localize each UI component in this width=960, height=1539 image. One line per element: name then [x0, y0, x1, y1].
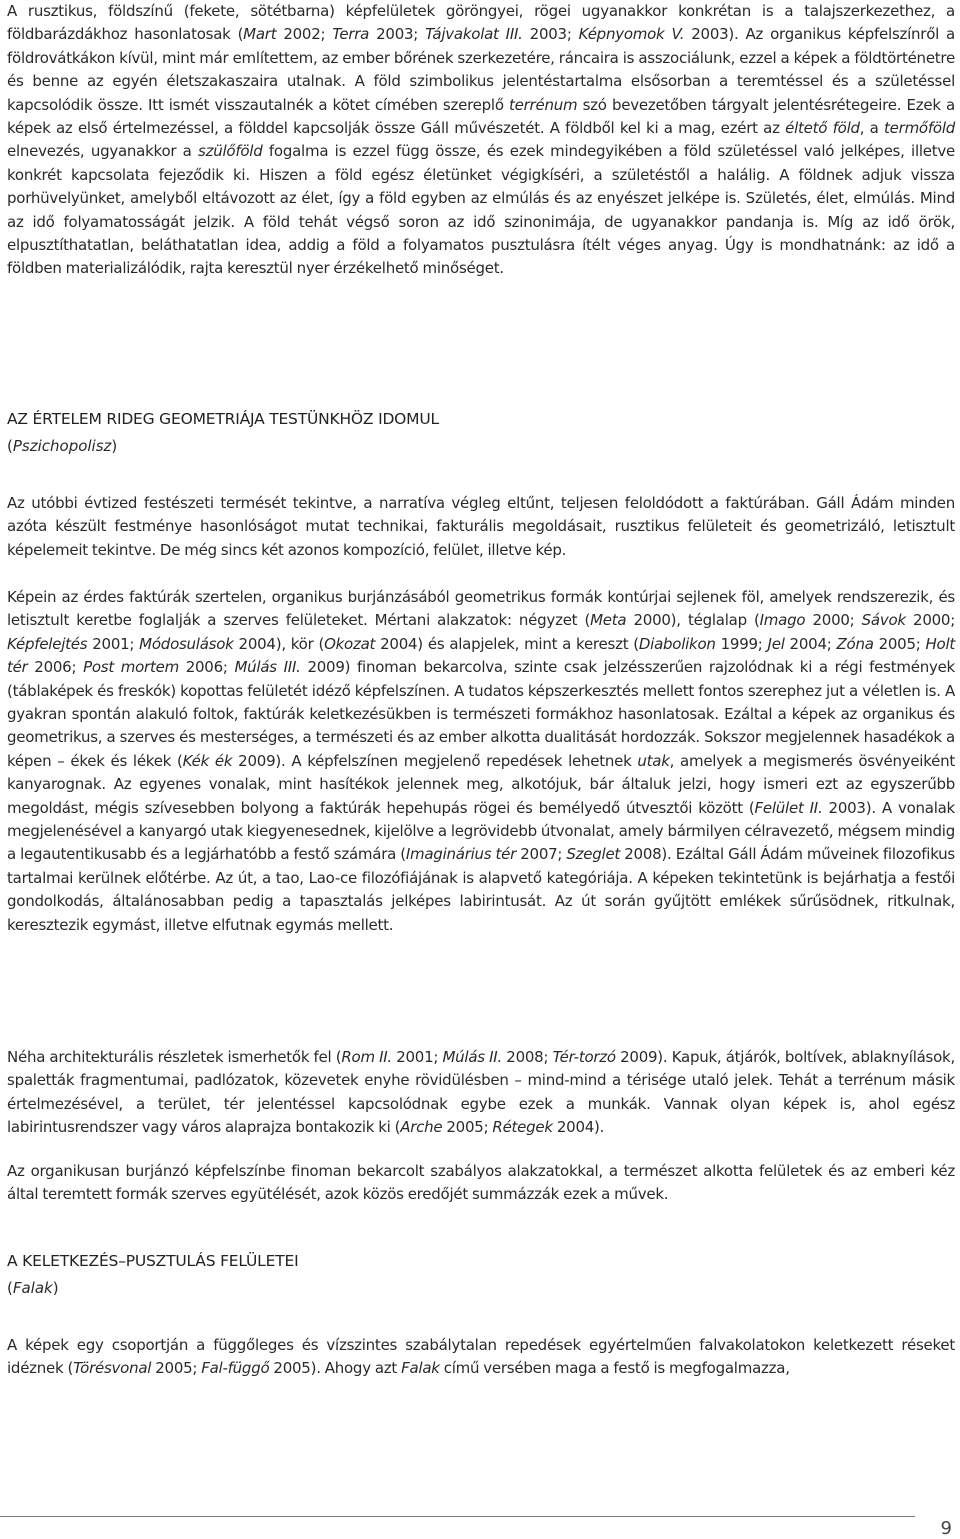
paragraph-earth-symbolism — [7, 0, 955, 281]
italic-title: Okozat — [324, 634, 376, 653]
text-run: 2008). Ezáltal Gáll Ádám műveinek filozofikus tartalmai kerülnek előtérbe. Az út, a tao, Lao-ce filozófiájának is alapvető kategóriája. A képeken tekintetünk is bejárhatja a festői gondolkodás, általánosabban pedig a tapasztalás jelképes labirintusát. Az út során gyűjtött emlékek sűrűsödnek, ritkulnak, keresztezik egymást, illetve elfutnak egymás mellett. — [7, 845, 955, 934]
italic-title: terrénum — [509, 95, 578, 114]
section-subtitle-falak: (Falak) — [7, 1279, 59, 1297]
paragraph-faktura — [7, 492, 955, 562]
italic-title: Sávok — [861, 611, 906, 630]
text-run: 2003). A vonalak megjelenésével a kanyargó utak kiegyenesednek, kijelölve a legrövidebb útvonalat, amely bármilyen célravezető, mégsem mindig a legautentikusabb és a legjárhatóbb a festő számára ( — [7, 798, 955, 864]
italic-title: Múlás III. — [234, 658, 301, 677]
text-run: 2008; — [502, 1048, 553, 1066]
text-run: 2004) és alapjelek, mint a kereszt ( — [375, 634, 639, 653]
text-run: 2000; — [905, 611, 956, 630]
paragraph-architecture — [7, 1046, 955, 1140]
text-run: 2009) finoman bekarcolva, szinte csak jelzésszerűen rajzolódnak ki a régi festmények (táblaképek és freskók) kopottas felületét idéző képfelszínen. A tudatos képszerkesztés mellett fontos szerephez jut a véletlen is. A gyakran spontán alakuló foltok, faktúrák keletkezésükben is természeti formákhoz hasonlatosak. Ezáltal a képek az organikus és geometrikus, a szerves és mesterséges, a természeti és az ember alkotta dualitását hordozzák. Sokszor megjelennek hasadékok a képen – ékek és lékek ( — [7, 658, 955, 770]
italic-title: Törésvonal — [73, 1359, 152, 1378]
text-run: 2000), téglalap ( — [626, 611, 760, 630]
text-run: 2001; — [391, 1048, 443, 1066]
section-heading-pszichopolisz: AZ ÉRTELEM RIDEG GEOMETRIÁJA TESTÜNKHÖZ IDOMUL — [7, 410, 439, 428]
italic-title: éltető föld — [785, 119, 860, 138]
text-run: , amelyek a megismerés ösvényeiként kanyarognak. Az egyenes vonalak, mint hasítékok jelennek meg, alkotójuk, bár általuk jelzi, hogy ismeri ezt az egyszerűbb megoldást, mégis szívesebben bolyong a faktúrák hepehupás rögei és bemélyedő útvesztői között ( — [7, 751, 955, 817]
italic-title: Mart — [243, 25, 277, 44]
text-run: Néha architekturális részletek ismerhetők fel ( — [7, 1048, 342, 1066]
text-run: A képek egy csoportján a függőleges és vízszintes szabálytalan repedések egyértelműen falvakolatokon keletkezett réseket idéznek ( — [7, 1336, 955, 1378]
text-run: 2003; — [522, 25, 579, 44]
text-run: 2003; — [369, 25, 426, 44]
text-run: 2003). Az organikus képfelszínről a földrovátkákon kívül, mint már említettem, az ember bőrének szerkezetére, ráncaira is asszociálunk, ezzel a képek a földtörténetre és benne az egyén életszakaszaira utalnak. A föld szimbolikus jelentéstartalma elsősorban a teremtéssel és a születéssel kapcsolódik össze. Itt ismét visszautalnék a kötet címében szereplő — [7, 25, 955, 114]
text-run: 2005; — [873, 634, 926, 653]
section-subtitle-pszichopolisz: (Pszichopolisz) — [7, 437, 118, 455]
italic-title: Terra — [332, 25, 370, 44]
text-run: 2004). — [552, 1118, 605, 1137]
text-run: 2009). A képfelszínen megjelenő repedések lehetnek — [232, 751, 638, 770]
text-run: szó bevezetőben tárgyalt jelentésrétegeire. Ezek a képek az első értelmezéssel, a földdel kapcsolják össze Gáll művészetét. A földből kel ki a mag, ezért az — [7, 95, 955, 138]
italic-title: Tér-torzó — [552, 1048, 616, 1066]
text-run: elnevezés, ugyanakkor a — [7, 142, 199, 161]
italic-title: Felület II. — [754, 798, 823, 817]
paragraph-organic-summary — [7, 1160, 955, 1207]
italic-title: termőföld — [884, 119, 956, 138]
italic-title: Arche — [400, 1118, 443, 1137]
text-run: 2004), kör ( — [233, 634, 325, 653]
italic-title: utak — [637, 751, 670, 770]
italic-title: Jel — [767, 634, 785, 653]
italic-title: Post mortem — [83, 658, 179, 677]
text-run: 2000; — [805, 611, 862, 630]
text-run: A rusztikus, földszínű (fekete, sötétbarna) képfelületek göröngyei, rögei ugyanakkor konkrétan is a talajszerkezethez, a földbarázdákhoz hasonlatosak ( — [7, 2, 955, 44]
italic-title: Tájvakolat III. — [425, 25, 523, 44]
italic-title: Zóna — [836, 634, 874, 653]
text-run: , a — [859, 119, 885, 138]
italic-title: Rom II. — [341, 1048, 392, 1066]
italic-title: szülőföld — [198, 142, 263, 161]
italic-title: Rétegek — [492, 1118, 553, 1137]
footer-rule — [0, 1516, 915, 1517]
italic-title: Meta — [590, 611, 627, 630]
italic-title: Diabolikon — [638, 634, 716, 653]
text-run: 1999; — [715, 634, 768, 653]
text-run: 2005). Ahogy azt — [269, 1359, 402, 1378]
text-run: 2004; — [784, 634, 837, 653]
text-run: 2006; — [178, 658, 235, 677]
text-run: Az utóbbi évtized festészeti termését tekintve, a narratíva végleg eltűnt, teljesen feloldódott a faktúrában. Gáll Ádám minden azóta készült festménye hasonlóságot mutat technikai, fakturális megoldásait, rusztikus felületeit és geometrizáló, letisztult képelemeit tekintve. De még sincs két azonos kompozíció, felület, illetve kép. — [7, 494, 955, 559]
italic-title: Kék ék — [182, 751, 233, 770]
text-run: 2007; — [516, 845, 567, 864]
text-run: 2001; — [87, 634, 140, 653]
italic-title: Szeglet — [566, 845, 621, 864]
text-run: című versében maga a festő is megfogalmazza, — [439, 1359, 790, 1378]
text-run: Az organikusan burjánzó képfelszínbe finoman bekarcolt szabályos alakzatokkal, a természet alkotta felületek és az emberi kéz által teremtett formák szerves együtélését, azok közös eredőjét summázzák ezek a művek. — [7, 1162, 955, 1204]
text-run: 2002; — [276, 25, 333, 44]
text-run: 2005; — [442, 1118, 493, 1137]
section-heading-falak: A KELETKEZÉS–PUSZTULÁS FELÜLETEI — [7, 1252, 299, 1270]
italic-title: Imaginárius tér — [405, 845, 517, 864]
italic-title: Múlás II. — [442, 1048, 502, 1066]
page-number: 9 — [940, 1518, 952, 1539]
text-run: 2009). Kapuk, átjárók, boltívek, ablaknyílások, spaletták fragmentumai, padlózatok, közevetek enyhe rövidülésben – mind-mind a térisége utaló jelek. Tehát a terrénum másik értelmezésével, a terület, tér jelentéssel kapcsolódnak egybe ezek a munkák. Vannak olyan képek is, ahol egész labirintusrendszer vagy város alaprajza bontakozik ki ( — [7, 1048, 955, 1137]
italic-title: Képfelejtés — [7, 634, 88, 653]
text-run: 2005; — [151, 1359, 202, 1378]
text-run: 2006; — [27, 658, 84, 677]
paragraph-walls — [7, 1334, 955, 1381]
italic-title: Falak — [401, 1359, 440, 1378]
text-run: Képein az érdes faktúrák szertelen, organikus burjánzásából geometrikus formák kontúrjai sejlenek föl, amelyek rendszerezik, és letisztult keretbe foglalják a szerves felületeket. Mértani alakzatok: négyzet ( — [7, 588, 955, 630]
italic-title: Képnyomok V. — [578, 25, 685, 44]
italic-title: Fal-függő — [201, 1359, 270, 1378]
paragraph-geometric-forms — [7, 586, 955, 937]
italic-title: Módosulások — [139, 634, 234, 653]
text-run: fogalma is ezzel függ össze, és ezek mindegyikében a föld születéssel való jelképes, illetve konkrét kapcsolata fejeződik ki. Hiszen a föld egész életünket végigkíséri, a születéstől a halálig. A földnek adjuk vissza porhüvelyünket, amelyből eltávozott az élet, így a föld egyben az elmúlás és az enyészet jelképe is. Születés, élet, elmúlás. Mind az idő folyamatosságát jelzik. A föld tehát végső soron az idő szinonimája, de ugyanakkor pandanja is. Míg az idő örök, elpusztíthatatlan, beláthatatlan idea, addig a föld a folyamatos pusztulásra ítélt véges anyag. Úgy is mondhatnánk: az idő a földben materializálódik, rajta keresztül nyer érzékelhető minőséget. — [7, 142, 955, 278]
italic-title: Imago — [759, 611, 806, 630]
italic-title: Holt tér — [7, 634, 956, 677]
